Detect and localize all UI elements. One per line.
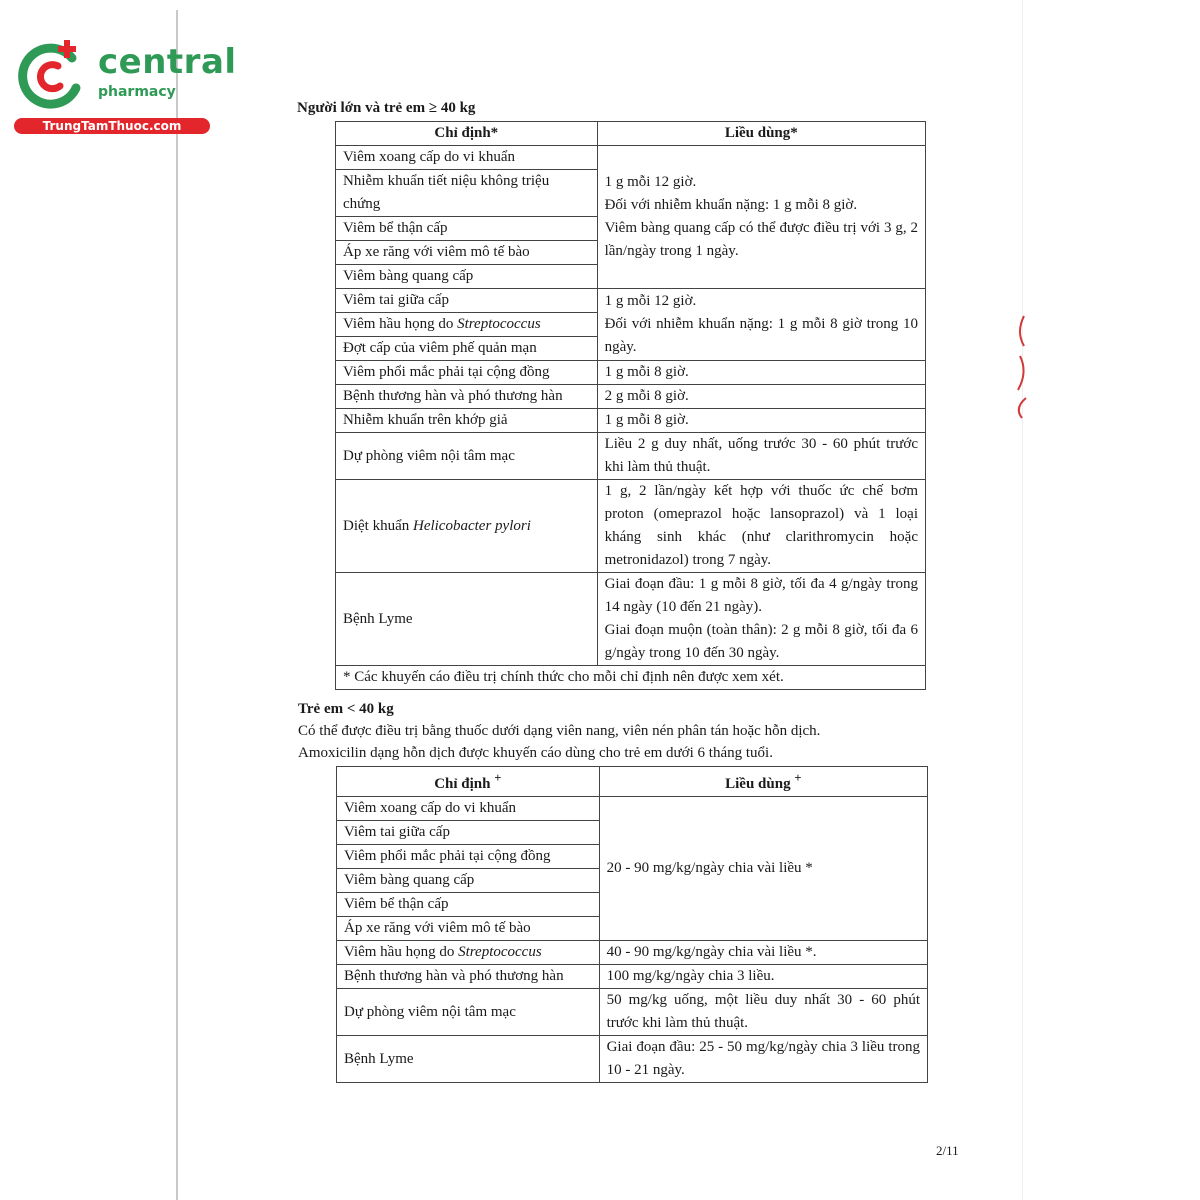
children-intro-1: Có thể được điều trị bằng thuốc dưới dạng viên nang, viên nén phân tán hoặc hỗn dịch. (298, 723, 821, 739)
adult-dosage-table (335, 121, 926, 690)
dose-line: Giai đoạn muộn (toàn thân): 2 g mỗi 8 giờ, tối đa 6 g/ngày trong 10 đến 30 ngày. (604, 622, 918, 661)
organism-name: Helicobacter pylori (412, 517, 531, 534)
indication-cell (336, 313, 598, 337)
indication-cell (336, 480, 598, 573)
children-intro-2: Amoxicilin dạng hỗn dịch được khuyến cáo dùng cho trẻ em dưới 6 tháng tuổi. (298, 745, 773, 761)
dose-cell: 1 g mỗi 8 giờ. (597, 409, 925, 433)
dose-cell (597, 146, 925, 289)
indication-cell: Viêm bể thận cấp (336, 217, 598, 241)
page-number: 2/11 (936, 1143, 959, 1158)
indication-cell (337, 941, 600, 965)
indication-cell: Nhiễm khuẩn trên khớp giả (336, 409, 598, 433)
indication-cell: Viêm tai giữa cấp (336, 289, 598, 313)
table-row (336, 409, 926, 433)
indication-cell: Bệnh Lyme (336, 573, 598, 666)
logo-mark-icon (10, 36, 90, 116)
indication-cell: Bệnh thương hàn và phó thương hàn (337, 965, 600, 989)
dose-cell: 1 g, 2 lần/ngày kết hợp với thuốc ức chế bơm proton (omeprazol hoặc lansoprazol) và 1 loại kháng sinh khác (như clarithromycin hoặc metronidazol) trong 7 ngày. (597, 480, 925, 573)
indication-text: Viêm hầu họng do (343, 316, 458, 332)
dose-cell: 50 mg/kg uống, một liều duy nhất 30 - 60 phút trước khi làm thủ thuật. (599, 989, 927, 1036)
indication-cell: Áp xe răng với viêm mô tế bào (337, 917, 600, 941)
dose-cell: Liều 2 g duy nhất, uống trước 30 - 60 phút trước khi làm thủ thuật. (597, 433, 925, 480)
adult-col-indication: Chỉ định* (336, 122, 598, 146)
indication-cell: Viêm bàng quang cấp (336, 265, 598, 289)
logo-site: TrungTamThuoc.com (14, 118, 210, 134)
indication-cell: Dự phòng viêm nội tâm mạc (336, 433, 598, 480)
column-title: Chỉ định (434, 776, 491, 792)
organism-name: Streptococcus (458, 944, 542, 960)
indication-cell: Viêm phổi mắc phải tại cộng đồng (336, 361, 598, 385)
indication-cell: Bệnh Lyme (337, 1036, 600, 1083)
organism-name: Streptococcus (457, 316, 541, 332)
indication-cell: Viêm tai giữa cấp (337, 821, 600, 845)
indication-cell: Nhiễm khuẩn tiết niệu không triệu chứng (336, 170, 598, 217)
indication-cell: Viêm xoang cấp do vi khuẩn (337, 797, 600, 821)
table-row (336, 146, 926, 170)
indication-cell: Viêm xoang cấp do vi khuẩn (336, 146, 598, 170)
table-row (337, 989, 928, 1036)
dose-cell: Giai đoạn đầu: 25 - 50 mg/kg/ngày chia 3 liều trong 10 - 21 ngày. (599, 1036, 927, 1083)
logo-brand: central (98, 42, 237, 82)
dose-cell: 40 - 90 mg/kg/ngày chia vài liều *. (599, 941, 927, 965)
children-heading: Trẻ em < 40 kg (298, 701, 394, 717)
page-edge (1022, 0, 1023, 1200)
indication-cell: Viêm phổi mắc phải tại cộng đồng (337, 845, 600, 869)
indication-cell: Áp xe răng với viêm mô tế bào (336, 241, 598, 265)
dose-cell: 20 - 90 mg/kg/ngày chia vài liều * (599, 797, 927, 941)
indication-cell: Viêm bể thận cấp (337, 893, 600, 917)
table-row (336, 480, 926, 573)
indication-cell: Dự phòng viêm nội tâm mạc (337, 989, 600, 1036)
table-row (336, 573, 926, 666)
indication-cell: Bệnh thương hàn và phó thương hàn (336, 385, 598, 409)
dose-cell: 100 mg/kg/ngày chia 3 liều. (599, 965, 927, 989)
dose-cell: 1 g mỗi 8 giờ. (597, 361, 925, 385)
logo-subtitle: pharmacy (98, 84, 176, 100)
table-row (337, 797, 928, 821)
superscript: + (794, 771, 802, 785)
central-pharmacy-logo (10, 36, 237, 136)
binding-edge (176, 10, 178, 1200)
table-row (337, 1036, 928, 1083)
child-dosage-table (336, 766, 928, 1083)
dose-cell: 2 g mỗi 8 giờ. (597, 385, 925, 409)
table-row (337, 941, 928, 965)
stamp-fragment (1010, 312, 1034, 422)
indication-cell: Đợt cấp của viêm phế quản mạn (336, 337, 598, 361)
dose-line: Giai đoạn đầu: 1 g mỗi 8 giờ, tối đa 4 g/ngày trong 14 ngày (10 đến 21 ngày). (604, 576, 918, 615)
superscript: + (494, 771, 502, 785)
table-row (336, 433, 926, 480)
dose-line: 1 g mỗi 12 giờ. (604, 174, 697, 190)
dose-line: Đối với nhiễm khuẩn nặng: 1 g mỗi 8 giờ trong 10 ngày. (604, 316, 918, 355)
dose-cell (597, 289, 925, 361)
table-row (336, 385, 926, 409)
dose-line: Viêm bàng quang cấp có thể được điều trị với 3 g, 2 lần/ngày trong 1 ngày. (604, 220, 918, 259)
table-row (337, 965, 928, 989)
adults-heading: Người lớn và trẻ em ≥ 40 kg (297, 100, 476, 116)
table-row (336, 361, 926, 385)
child-col-indication (337, 767, 600, 797)
dose-line: 1 g mỗi 12 giờ. (604, 293, 697, 309)
adult-col-dose: Liều dùng* (597, 122, 925, 146)
indication-text: Viêm hầu họng do (344, 944, 459, 960)
table-row (336, 666, 926, 690)
dose-cell (597, 573, 925, 666)
table-footnote: * Các khuyến cáo điều trị chính thức cho mỗi chỉ định nên được xem xét. (336, 666, 926, 690)
indication-text: Diệt khuẩn (343, 517, 413, 534)
column-title: Liều dùng (725, 776, 791, 792)
table-row (336, 289, 926, 313)
indication-cell: Viêm bàng quang cấp (337, 869, 600, 893)
dose-line: Đối với nhiễm khuẩn nặng: 1 g mỗi 8 giờ. (604, 197, 858, 213)
child-col-dose (599, 767, 927, 797)
